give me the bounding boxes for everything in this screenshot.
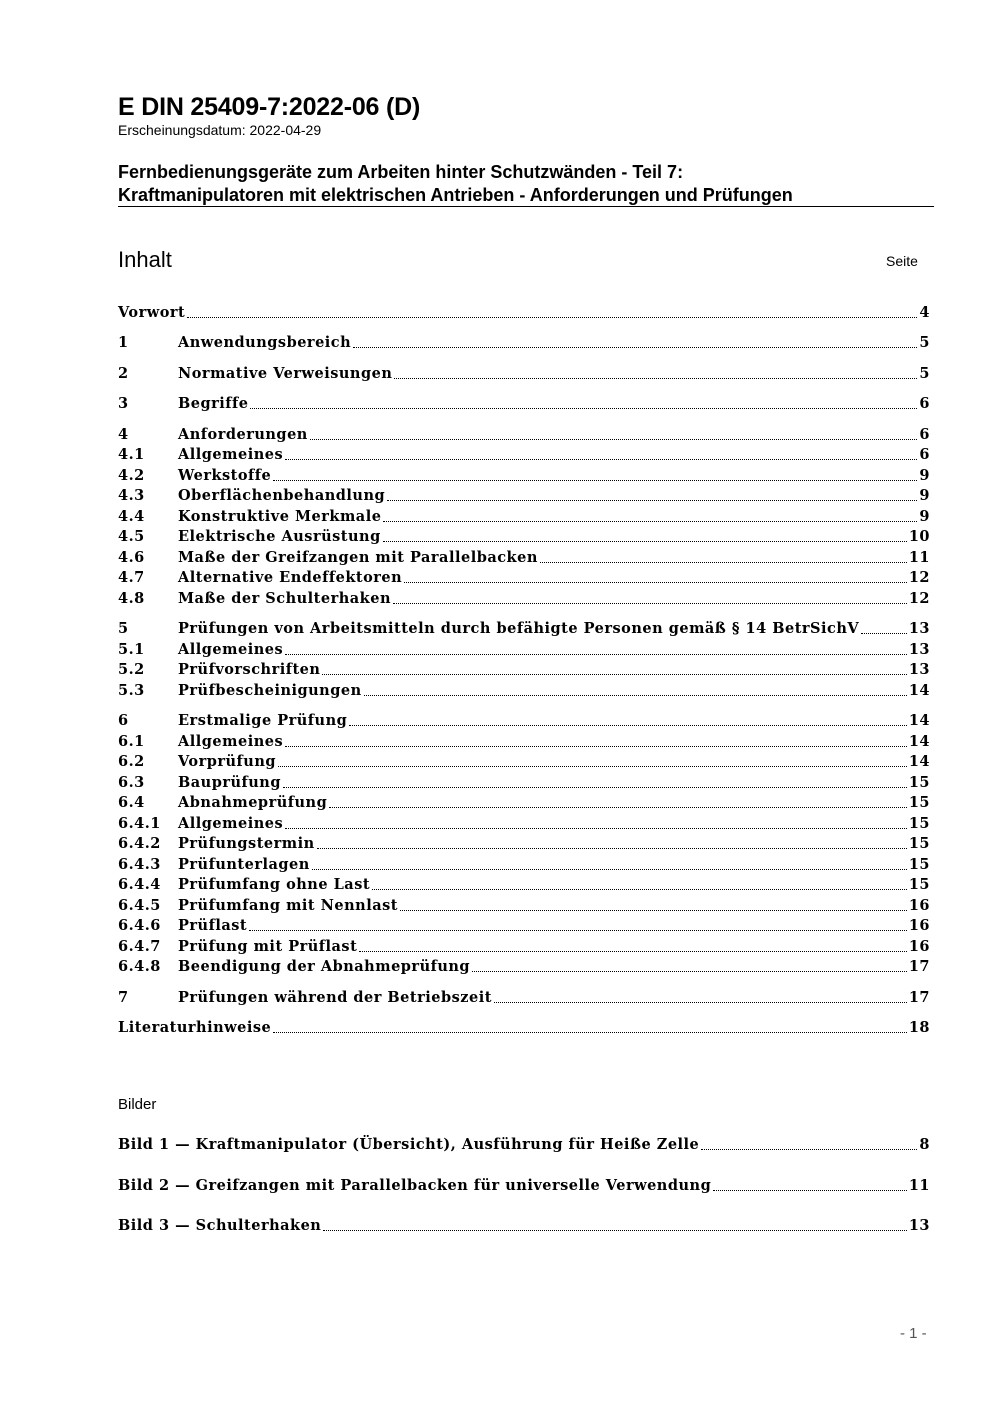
toc-leader-dots: [329, 806, 907, 808]
toc-entry-page: 6: [919, 426, 930, 443]
toc-entry-bibliography[interactable]: [118, 1017, 930, 1037]
toc-entry-number: 6.4.5: [118, 897, 161, 914]
toc-entry-number: 6.4.6: [118, 917, 161, 934]
toc-entry[interactable]: [118, 895, 930, 915]
toc-entry-title: Vorwort: [118, 304, 186, 321]
toc-leader-dots: [383, 520, 917, 522]
toc-entry[interactable]: [118, 506, 930, 526]
toc-entry-title: Allgemeines: [178, 641, 284, 658]
toc-entry-page: 12: [908, 569, 930, 586]
toc-entry[interactable]: [118, 444, 930, 464]
toc-entry[interactable]: [118, 813, 930, 833]
toc-entry-number: 7: [118, 989, 129, 1006]
toc-entry-title: Prüfungen während der Betriebszeit: [178, 989, 492, 1006]
toc-leader-dots: [310, 438, 918, 440]
toc-entry-number: 6.4: [118, 794, 145, 811]
toc-entry-page: 11: [908, 549, 930, 566]
toc-leader-dots: [349, 724, 907, 726]
toc-entry[interactable]: [118, 485, 930, 505]
toc-entry-number: 6.4.7: [118, 938, 161, 955]
toc-entry-number: 6.4.4: [118, 876, 161, 893]
toc-leader-dots: [393, 602, 907, 604]
toc-entry-page: 9: [919, 487, 930, 504]
toc-entry[interactable]: [118, 936, 930, 956]
document-title-line-1: Fernbedienungsgeräte zum Arbeiten hinter Schutzwänden - Teil 7:: [118, 162, 684, 182]
toc-leader-dots: [312, 868, 907, 870]
toc-entry-number: 6.2: [118, 753, 145, 770]
toc-entry-title: Allgemeines: [178, 446, 284, 463]
toc-entry-page: 15: [908, 774, 930, 791]
toc-entry-title: Oberflächenbehandlung: [178, 487, 386, 504]
toc-leader-dots: [404, 581, 907, 583]
toc-entry-number: 6.4.3: [118, 856, 161, 873]
toc-entry-page: 14: [908, 733, 930, 750]
toc-entry-page: 13: [908, 620, 930, 637]
toc-entry-number: 6.1: [118, 733, 145, 750]
toc-entry-title: Prüfungstermin: [178, 835, 315, 852]
toc-leader-dots: [387, 499, 917, 501]
toc-entry-title: Prüfungen von Arbeitsmitteln durch befähigte Personen gemäß § 14 BetrSichV: [178, 620, 860, 637]
toc-entry[interactable]: [118, 833, 930, 853]
toc-entry-page: 5: [919, 334, 930, 351]
toc-entry[interactable]: [118, 465, 930, 485]
toc-entry-title: Allgemeines: [178, 815, 284, 832]
toc-entry-page: 13: [908, 661, 930, 678]
figure-entry-title: Bild 2 — Greifzangen mit Parallelbacken für universelle Verwendung: [118, 1177, 712, 1194]
toc-entry-title: Prüfung mit Prüflast: [178, 938, 358, 955]
toc-entry-page: 6: [919, 395, 930, 412]
toc-entry-title: Literaturhinweise: [118, 1019, 272, 1036]
toc-leader-dots: [250, 407, 917, 409]
toc-entry[interactable]: [118, 393, 930, 413]
toc-entry-number: 5.1: [118, 641, 145, 658]
toc-entry-title: Alternative Endeffektoren: [178, 569, 403, 586]
toc-leader-dots: [364, 694, 907, 696]
toc-entry-title: Elektrische Ausrüstung: [178, 528, 381, 545]
toc-entry-title: Werkstoffe: [178, 467, 272, 484]
toc-entry[interactable]: [118, 751, 930, 771]
toc-entry[interactable]: [118, 987, 930, 1007]
toc-entry-title: Prüflast: [178, 917, 248, 934]
toc-leader-dots: [285, 653, 907, 655]
publication-date: Erscheinungsdatum: 2022-04-29: [118, 122, 322, 138]
toc-entry-foreword[interactable]: [118, 302, 930, 322]
page-number: - 1 -: [900, 1325, 927, 1342]
toc-entry-number: 5: [118, 620, 129, 637]
toc-entry[interactable]: [118, 363, 930, 383]
toc-entry-page: 16: [908, 897, 930, 914]
toc-entry[interactable]: [118, 588, 930, 608]
toc-entry-number: 6.4.1: [118, 815, 161, 832]
toc-entry-page: 6: [919, 446, 930, 463]
toc-entry[interactable]: [118, 710, 930, 730]
toc-entry-page: 16: [908, 938, 930, 955]
toc-entry[interactable]: [118, 956, 930, 976]
figures-heading: Bilder: [118, 1096, 157, 1113]
toc-entry-page: 17: [908, 989, 930, 1006]
toc-entry-number: 3: [118, 395, 129, 412]
toc-entry-number: 4.3: [118, 487, 145, 504]
toc-entry-page: 5: [919, 365, 930, 382]
title-divider: [118, 206, 934, 207]
toc-entry-page: 17: [908, 958, 930, 975]
toc-entry[interactable]: [118, 526, 930, 546]
toc-entry-page: 4: [919, 304, 930, 321]
toc-leader-dots: [283, 786, 907, 788]
figure-entry-page: 13: [908, 1217, 930, 1234]
toc-entry-page: 15: [908, 794, 930, 811]
toc-entry-title: Konstruktive Merkmale: [178, 508, 382, 525]
toc-leader-dots: [359, 950, 907, 952]
toc-entry[interactable]: [118, 332, 930, 352]
toc-entry-page: 10: [908, 528, 930, 545]
toc-entry-number: 4.6: [118, 549, 145, 566]
toc-leader-dots: [353, 346, 917, 348]
toc-entry-title: Anforderungen: [178, 426, 308, 443]
document-title-line-2: Kraftmanipulatoren mit elektrischen Antrieben - Anforderungen und Prüfungen: [118, 185, 793, 205]
toc-leader-dots: [285, 745, 907, 747]
toc-entry-number: 4.5: [118, 528, 145, 545]
toc-leader-dots: [285, 458, 917, 460]
figure-entry[interactable]: [118, 1175, 930, 1195]
toc-entry-title: Abnahmeprüfung: [178, 794, 328, 811]
toc-entry-page: 16: [908, 917, 930, 934]
toc-entry[interactable]: [118, 424, 930, 444]
toc-entry-title: Prüfunterlagen: [178, 856, 310, 873]
toc-entry-number: 4.7: [118, 569, 145, 586]
toc-entry-page: 14: [908, 753, 930, 770]
toc-leader-dots: [372, 888, 907, 890]
toc-leader-dots: [472, 970, 907, 972]
toc-leader-dots: [400, 909, 907, 911]
toc-entry-number: 6.4.2: [118, 835, 161, 852]
toc-entry-number: 1: [118, 334, 129, 351]
toc-entry-title: Normative Verweisungen: [178, 365, 393, 382]
toc-leader-dots: [278, 765, 907, 767]
toc-entry-title: Allgemeines: [178, 733, 284, 750]
toc-entry[interactable]: [118, 731, 930, 751]
toc-entry-page: 13: [908, 641, 930, 658]
toc-entry-number: 2: [118, 365, 129, 382]
toc-leader-dots: [323, 1229, 906, 1231]
toc-entry-number: 4: [118, 426, 129, 443]
toc-leader-dots: [317, 847, 907, 849]
toc-entry-title: Maße der Greifzangen mit Parallelbacken: [178, 549, 538, 566]
figure-entry-title: Bild 1 — Kraftmanipulator (Übersicht), Ausführung für Heiße Zelle: [118, 1136, 700, 1153]
toc-entry-number: 5.3: [118, 682, 145, 699]
figure-entry[interactable]: [118, 1134, 930, 1154]
toc-entry-title: Vorprüfung: [178, 753, 277, 770]
toc-entry-page: 15: [908, 835, 930, 852]
toc-entry[interactable]: [118, 854, 930, 874]
toc-entry-title: Anwendungsbereich: [178, 334, 352, 351]
toc-entry-number: 6.4.8: [118, 958, 161, 975]
toc-entry[interactable]: [118, 680, 930, 700]
toc-leader-dots: [273, 479, 917, 481]
toc-entry-page: 14: [908, 682, 930, 699]
figure-entry-page: 11: [908, 1177, 930, 1194]
toc-entry[interactable]: [118, 792, 930, 812]
toc-entry[interactable]: [118, 772, 930, 792]
toc-leader-dots: [249, 929, 907, 931]
toc-leader-dots: [322, 673, 906, 675]
toc-entry[interactable]: [118, 567, 930, 587]
toc-leader-dots: [383, 540, 907, 542]
toc-leader-dots: [285, 827, 907, 829]
toc-leader-dots: [861, 632, 907, 634]
toc-entry[interactable]: [118, 874, 930, 894]
toc-entry-title: Beendigung der Abnahmeprüfung: [178, 958, 471, 975]
toc-leader-dots: [273, 1031, 907, 1033]
toc-entry-page: 15: [908, 876, 930, 893]
toc-entry-title: Bauprüfung: [178, 774, 281, 791]
toc-entry[interactable]: [118, 915, 930, 935]
toc-entry-page: 9: [919, 467, 930, 484]
toc-entry-title: Maße der Schulterhaken: [178, 590, 391, 607]
toc-entry-number: 6.3: [118, 774, 145, 791]
toc-entry-title: Prüfumfang ohne Last: [178, 876, 371, 893]
toc-entry-title: Prüfumfang mit Nennlast: [178, 897, 398, 914]
toc-entry-page: 14: [908, 712, 930, 729]
toc-entry-page: 9: [919, 508, 930, 525]
toc-entry-number: 6: [118, 712, 129, 729]
document-title: [118, 161, 793, 207]
toc-entry-page: 15: [908, 856, 930, 873]
toc-entry-title: Prüfbescheinigungen: [178, 682, 362, 699]
figure-entry-title: Bild 3 — Schulterhaken: [118, 1217, 322, 1234]
toc-entry[interactable]: [118, 547, 930, 567]
toc-entry[interactable]: [118, 639, 930, 659]
figure-entry-page: 8: [919, 1136, 930, 1153]
toc-leader-dots: [540, 561, 907, 563]
toc-entry-title: Begriffe: [178, 395, 249, 412]
toc-entry-number: 5.2: [118, 661, 145, 678]
toc-entry-number: 4.1: [118, 446, 145, 463]
toc-entry-number: 4.2: [118, 467, 145, 484]
document-code: E DIN 25409-7:2022-06 (D): [118, 93, 421, 121]
toc-entry-page: 18: [908, 1019, 930, 1036]
toc-entry-title: Prüfvorschriften: [178, 661, 321, 678]
toc-heading: Inhalt: [118, 247, 172, 272]
toc-leader-dots: [187, 316, 917, 318]
toc-entry-number: 4.4: [118, 508, 145, 525]
figure-entry[interactable]: [118, 1215, 930, 1235]
toc-entry[interactable]: [118, 618, 930, 638]
toc-leader-dots: [701, 1148, 917, 1150]
toc-entry-number: 4.8: [118, 590, 145, 607]
toc-entry[interactable]: [118, 659, 930, 679]
toc-leader-dots: [713, 1189, 907, 1191]
toc-entry-title: Erstmalige Prüfung: [178, 712, 348, 729]
page-column-label: Seite: [886, 253, 918, 269]
toc-leader-dots: [394, 377, 917, 379]
toc-leader-dots: [494, 1001, 907, 1003]
toc-entry-page: 15: [908, 815, 930, 832]
toc-entry-page: 12: [908, 590, 930, 607]
